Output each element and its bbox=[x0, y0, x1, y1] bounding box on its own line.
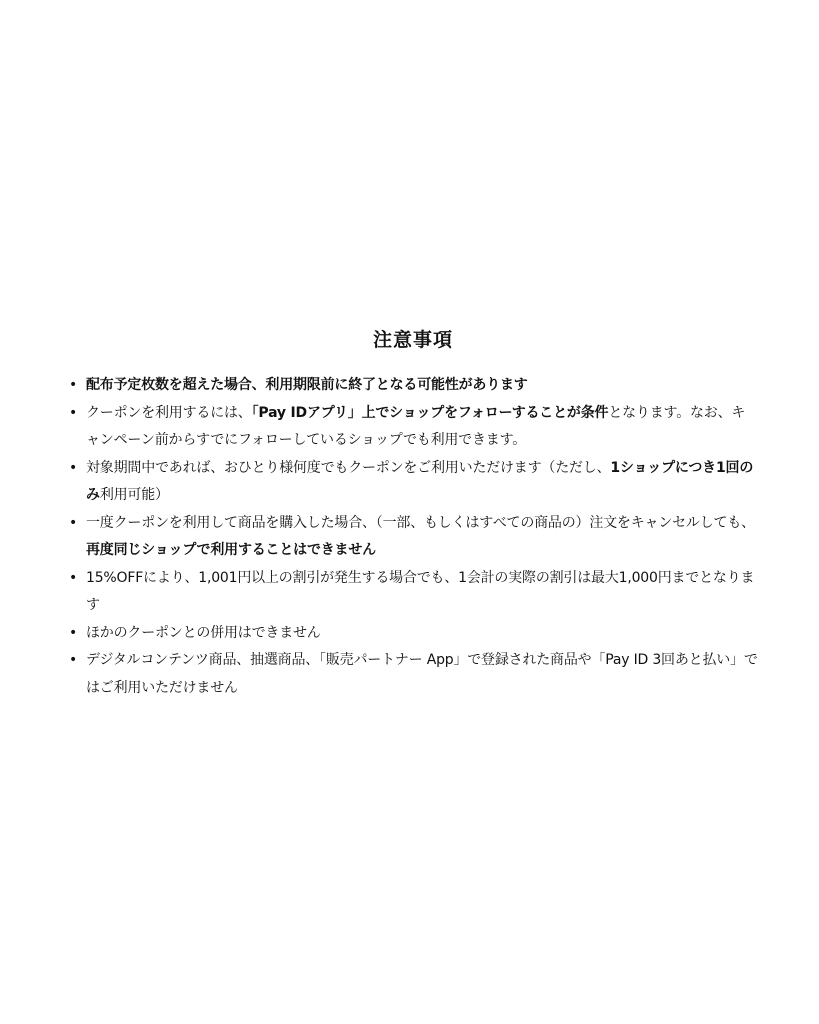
notice-text-bold: 配布予定枚数を超えた場合、利用期限前に終了となる可能性があります bbox=[86, 377, 528, 393]
bullet-icon: • bbox=[69, 404, 78, 421]
notice-item bbox=[68, 510, 758, 565]
notice-text: となります。なお、キャンペーン前からすでにフォローしているショップでも利用できます。 bbox=[86, 404, 746, 448]
notice-list bbox=[68, 372, 758, 702]
notice-text-bold: 1ショップにつき1回のみ bbox=[86, 459, 754, 503]
notice-text-bold: 「Pay IDアプリ」上でショップをフォローすることが条件 bbox=[251, 404, 609, 421]
bullet-icon: • bbox=[69, 652, 78, 668]
notice-item bbox=[68, 647, 758, 702]
notice-item bbox=[68, 372, 758, 400]
notice-title: 注意事項 bbox=[372, 329, 453, 351]
bullet-icon: • bbox=[69, 377, 78, 393]
notice-text: ほかのクーポンとの併用はできません bbox=[86, 624, 321, 641]
notice-text: 利用可能） bbox=[99, 487, 169, 503]
notice-item bbox=[68, 455, 758, 510]
notice-text: デジタルコンテンツ商品、抽選商品、「販売パートナー App」で登録された商品や「Pay ID 3回あと払い」ではご利用いただけません bbox=[86, 652, 758, 696]
notice-section bbox=[68, 325, 758, 702]
notice-text-bold: 再度同じショップで利用することはできません bbox=[86, 542, 376, 558]
bullet-icon: • bbox=[69, 624, 78, 641]
notice-item bbox=[68, 565, 758, 620]
notice-text: 一度クーポンを利用して商品を購入した場合、（一部、もしくはすべての商品の）注文をキャンセルしても、 bbox=[86, 514, 755, 531]
bullet-icon: • bbox=[69, 514, 78, 531]
notice-item bbox=[68, 620, 758, 648]
notice-text: 15%OFFにより、1,001円以上の割引が発生する場合でも、1会計の実際の割引は最大1,000円までとなります bbox=[86, 569, 755, 613]
bullet-icon: • bbox=[69, 569, 78, 586]
notice-text: 対象期間中であれば、おひとり様何度でもクーポンをご利用いただけます（ただし、 bbox=[86, 459, 611, 476]
bullet-icon: • bbox=[69, 459, 78, 476]
notice-text: クーポンを利用するには、 bbox=[86, 404, 252, 421]
notice-item bbox=[68, 400, 758, 455]
